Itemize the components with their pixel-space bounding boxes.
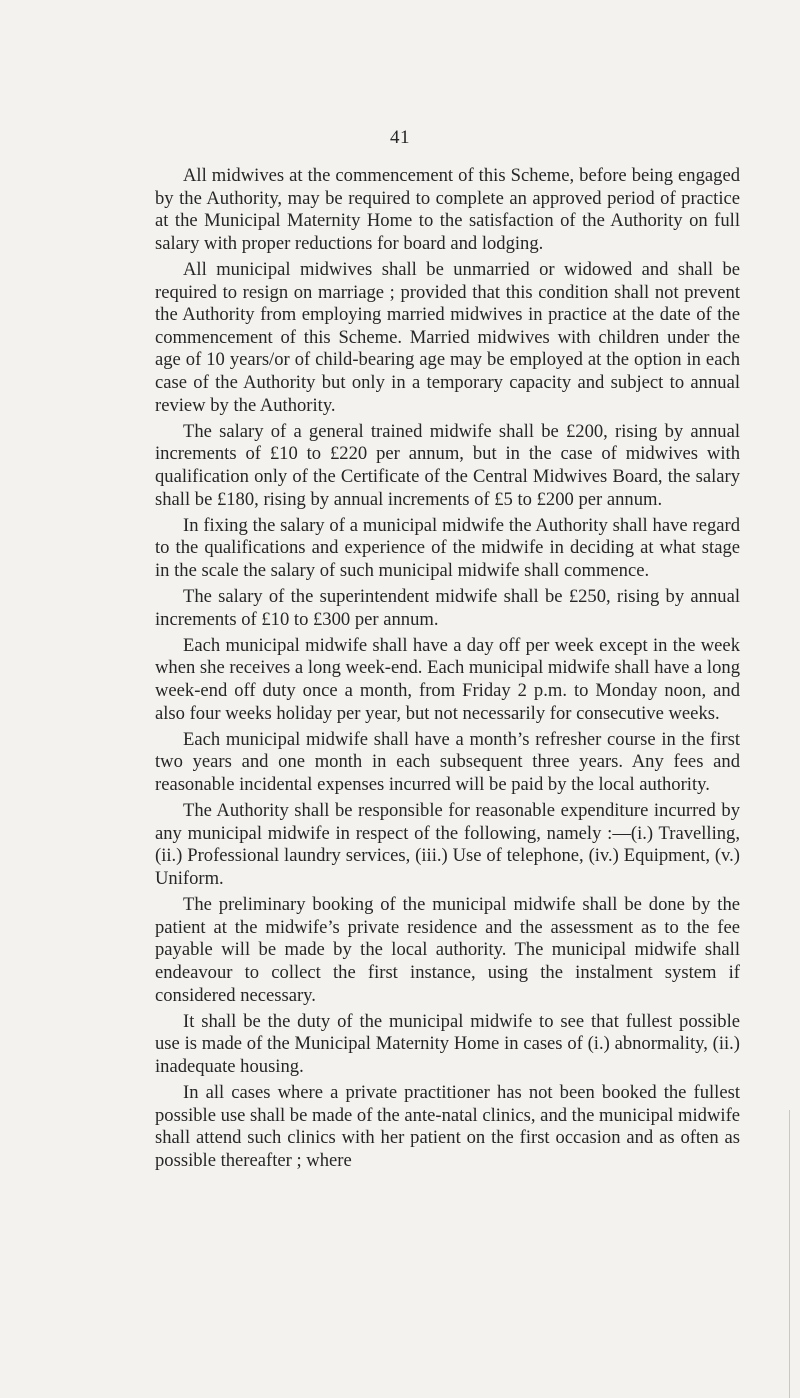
paragraph-maternity-home-use: It shall be the duty of the municipal midwife to see that fullest possible use is made of the Municipal Maternity Home in cases of (i.) abnormality, (ii.) inadequate housing. — [155, 1010, 740, 1077]
paragraph-refresher-course: Each municipal midwife shall have a month’s refresher course in the first two years and one month in each subsequent three years. Any fees and reasonable incidental expenses incurred will be paid by the local authority. — [155, 728, 740, 795]
paragraph-preliminary-booking: The preliminary booking of the municipal midwife shall be done by the patient at the midwife’s private residence and the assessment as to the fee payable will be made by the local authority. The municipal midwife shall endeavour to collect the first instance, using the instalment system if considered necessary. — [155, 894, 740, 1006]
body-text — [155, 165, 740, 1176]
paragraph-expenditure: The Authority shall be responsible for reasonable expenditure incurred by any municipal midwife in respect of the following, namely :—(i.) Travelling, (ii.) Professional laundry services, (iii.) Use of telephone, (iv.) Equipment, (v.) Uniform. — [155, 800, 740, 889]
paragraph-ante-natal-clinics: In all cases where a private practitioner has not been booked the fullest possible use shall be made of the ante-natal clinics, and the municipal midwife shall attend such clinics with her patient on the first occasion and as often as possible thereafter ; where — [155, 1082, 741, 1171]
paragraph-marital-status: All municipal midwives shall be unmarried or widowed and shall be required to resign on marriage ; provided that this condition shall not prevent the Authority from employing married midwives in practice at the date of the commencement of this Scheme. Married midwives with children under the age of 10 years/or of child-bearing age may be employed at the option in each case of the Authority but only in a temporary capacity and subject to annual review by the Authority. — [155, 258, 740, 416]
paragraph-superintendent-salary: The salary of the superintendent midwife shall be £250, rising by annual increments of £10 to £300 per annum. — [155, 586, 740, 630]
paragraph-general-salary: The salary of a general trained midwife shall be £200, rising by annual increments of £10 to £220 per annum, but in the case of midwives with qualification only of the Certificate of the Central Midwives Board, the salary shall be £180, rising by annual increments of £5 to £200 per annum. — [155, 420, 740, 510]
paragraph-salary-fixing: In fixing the salary of a municipal midwife the Authority shall have regard to the qualifications and experience of the midwife in deciding at what stage in the scale the salary of such municipal midwife shall commence. — [155, 514, 740, 581]
paragraph-time-off: Each municipal midwife shall have a day off per week except in the week when she receives a long week-end. Each municipal midwife shall have a long week-end off duty once a month, from Friday 2 p.m. to Monday noon, and also four weeks holiday per year, but not necessarily for consecutive weeks. — [155, 634, 740, 724]
page-number: 41 — [390, 127, 410, 148]
page-edge-line — [789, 1110, 790, 1398]
paragraph-probation-period: All midwives at the commencement of this Scheme, before being engaged by the Authority, may be required to complete an approved period of practice at the Municipal Maternity Home to the satisfaction of the Authority on full salary with proper reductions for board and lodging. — [155, 165, 740, 254]
